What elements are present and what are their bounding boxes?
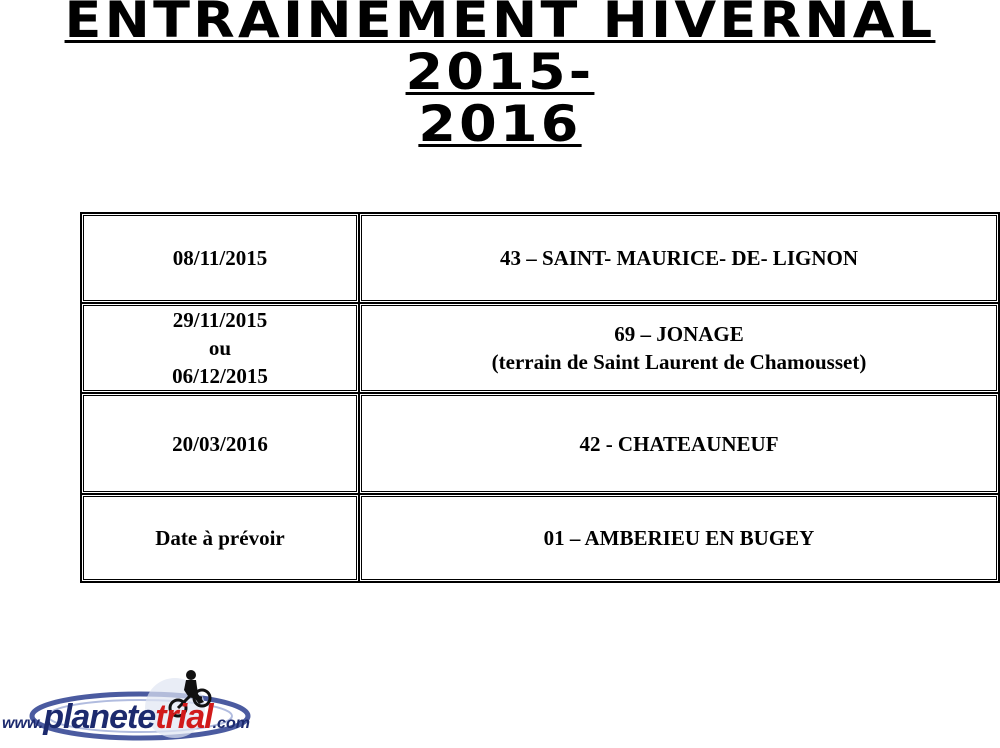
location-text: 43 – SAINT- MAURICE- DE- LIGNON <box>499 246 858 270</box>
location-text: 69 – JONAGE <box>614 322 744 346</box>
location-text: 42 - CHATEAUNEUF <box>579 431 779 456</box>
date-text: 08/11/2015 <box>172 246 268 270</box>
logo-name-part1: planete <box>43 698 156 736</box>
location-text: 01 – AMBERIEU EN BUGEY <box>543 526 815 550</box>
planetetrial-logo <box>0 668 260 746</box>
table-row <box>81 393 999 494</box>
date-separator: ou <box>208 336 232 360</box>
page-title <box>0 0 1000 153</box>
date-cell <box>81 393 359 494</box>
table-row <box>81 213 999 303</box>
table-row <box>81 303 999 393</box>
title-line-1: ENTRAINEMENT HIVERNAL 2015- <box>64 0 936 101</box>
location-cell <box>359 213 999 303</box>
logo-wordmark <box>2 698 250 737</box>
location-note: (terrain de Saint Laurent de Chamousset) <box>491 350 867 374</box>
date-cell <box>81 494 359 582</box>
logo-name-part2: trial <box>155 698 213 736</box>
location-cell <box>359 303 999 393</box>
logo-www: www. <box>2 715 44 732</box>
location-cell <box>359 393 999 494</box>
date-text: Date à prévoir <box>155 526 285 550</box>
date-text: 20/03/2016 <box>172 431 268 456</box>
date-cell <box>81 303 359 393</box>
location-cell <box>359 494 999 582</box>
date-text: 29/11/2015 <box>172 308 268 332</box>
date-text: 06/12/2015 <box>172 364 268 388</box>
table-row <box>81 494 999 582</box>
schedule-table <box>80 212 1000 583</box>
date-cell <box>81 213 359 303</box>
title-line-2: 2016 <box>418 95 582 153</box>
logo-suffix: .com <box>212 715 250 732</box>
